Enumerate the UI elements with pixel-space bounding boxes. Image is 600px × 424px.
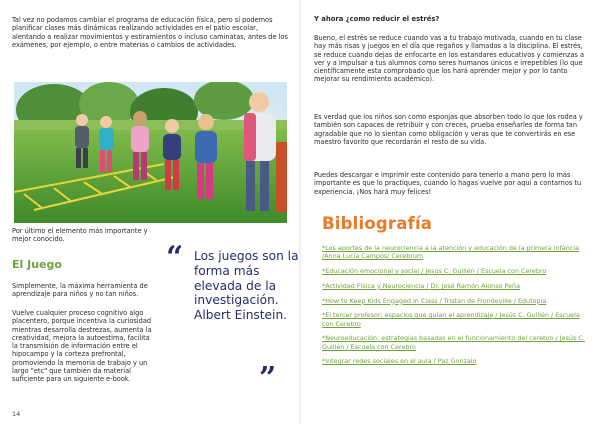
photo-illustration	[14, 82, 287, 223]
stress-question-title: Y ahora ¿como reducir el estrés?	[314, 15, 440, 23]
bibliography-link[interactable]: *Los aportes de la neurociencia a la atención y educación de la primera infancia /Anna Lucía Campos/ Cerebrum	[322, 244, 580, 261]
quote-open-mark: “	[166, 240, 184, 275]
stress-paragraph-3: Puedes descargar e imprimir este contenido para tenerlo a mano pero lo más importante es que lo practiques, cuando lo hagas vuelve por aquí a contarnos tu experiencia. ¡Nos hará muy felices!	[314, 171, 582, 196]
after-photo-text: Por último el elemento más importante y mejor conocido.	[12, 227, 148, 244]
intro-paragraph: Tal vez no podamos cambiar el programa de educación física, pero sí podemos planificar clases más dinámicas realizando actividades en el patio escolar, alentando a realizar movimientos y estiramientos o incluso caminatas, antes de los exámenes, por ejemplo, o entre materias o cambios de actividades.	[12, 16, 288, 49]
bibliography-link[interactable]: *Actividad Física y Neurociencia / Dr. José Ramón Alonso Peña	[322, 281, 520, 290]
bibliography-list	[322, 244, 590, 372]
quote-close-mark: ”	[259, 361, 277, 396]
stress-paragraph-1: Bueno, el estrés se reduce cuando vas a tu trabajo motivada, cuando en tu clase hay más risas y juegos en el día que regaños y llamados a la disciplina. El estrés, se reduce cuando dejas de enfocarte en los estandares educativos y comienzas a ver y a impulsar a tus alumnos como seres humanos únicos e irrepetibles (lo que científicamente esta comprobado que los hará aprender mejor y por lo tanto mejorar su rendimiento académico).	[314, 34, 584, 84]
juego-paragraph-1: Simplemente, la máxima herramienta de aprendizaje para niños y no tan niños.	[12, 282, 148, 299]
page-number: 14	[12, 410, 21, 418]
einstein-quote: Los juegos son la forma más elevada de la investigación. Albert Einstein.	[194, 249, 299, 323]
juego-paragraph-2: Vuelve cualquier proceso cognitivo algo placentero, porque incentiva la curiosidad mientras desarrolla destrezas, aumenta la creatividad, mejora la autoestima, facilita la transmisión de información entre el hipocampo y la corteza prefrontal, promoviendo la memoria de trabajo y un largo "etc" que también da material suficiente para un siguiente e-book.	[12, 309, 152, 384]
stress-paragraph-2: Es verdad que los niños son como esponjas que absorben todo lo que los rodea y también son capaces de retribuir y con creces, prueba enseñarles de forma tan agradable que no lo sientan como obligación y veras que te convertirás en ese maestro favorito que recordarán el resto de su vida.	[314, 113, 583, 146]
juego-heading: El Juego	[12, 258, 62, 271]
bibliography-heading: Bibliografía	[322, 214, 433, 233]
right-page	[300, 0, 600, 424]
bibliography-link[interactable]: *El tercer profesor: espacios que guían el aprendizaje / Jesús C. Guillén / Escuela con Cerebro	[322, 311, 580, 328]
bibliography-link[interactable]: *How to Keep Kids Engaged in Class / Tristan de Frondeville / Edutopia	[322, 296, 547, 305]
bibliography-link[interactable]: *Neuroeducación: estrategias basadas en el funcionamiento del cerebro / Jesús C. Guillén / Escuela con Cerebro	[322, 334, 585, 351]
children-playing-photo	[14, 82, 287, 223]
bibliography-link[interactable]: *Educación emocional y social / Jesús C. Guillén / Escuela con Cerebro	[322, 267, 547, 275]
bibliography-link[interactable]: *Integrar redes sociales en el aula / Paz Gonzalo	[322, 357, 477, 366]
